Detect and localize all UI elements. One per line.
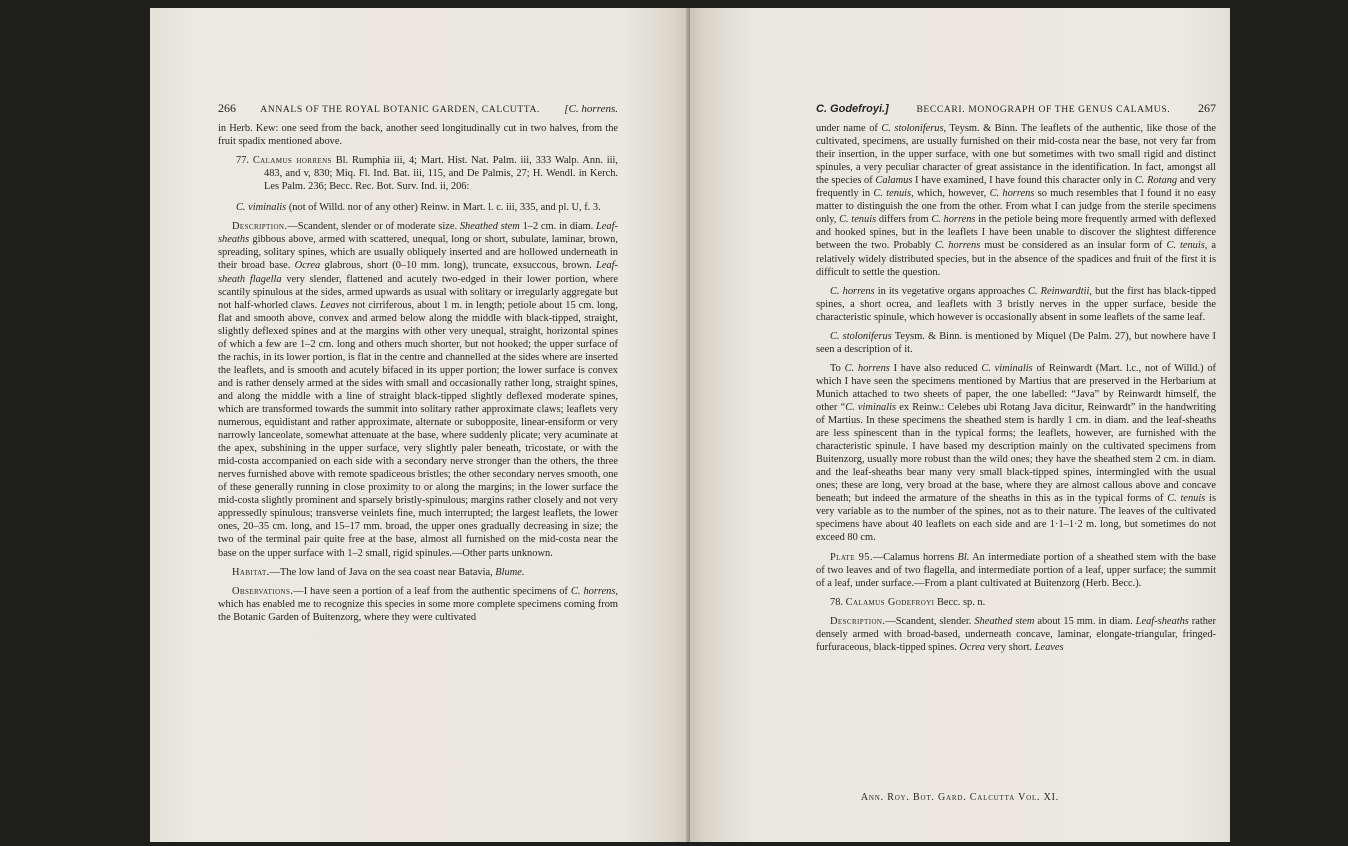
observations-paragraph: Observations.—I have seen a portion of a leaf from the authentic specimens of C. horrens, which has enabled me to recognize this species in some more complete specimens coming from the Botanic Garden of Buitenzorg, where they were cultivated (218, 585, 618, 623)
body-paragraph: under name of C. stoloniferus, Teysm. & Binn. The leaflets of the authentic, like those of the cultivated, specimens, are usually furnished on their mid-costa near the base, not very far from their insertion, in the upper surface, with one but sometimes with two small rigid and distinct spinules, a very peculiar character of great assistance in the identification. In fact, amongst all the species of Calamus I have examined, I have found this character only in C. Rotang and very frequently in C. tenuis, which, however, C. horrens so much resembles that I found it no easy matter to distinguish the one from the other. From what I can judge from the sterile specimens only, C. tenuis differs from C. horrens in the petiole being more frequently armed with deflexed and hooked spines, but in the leaflets I have been unable to discover the slightest difference between the two. Probably C. horrens must be considered as an insular form of C. tenuis, a relatively widely distributed species, but in the absence of the spadices and fruit of the first it is difficult to settle the question. (816, 123, 1216, 278)
page-number: 267 (1197, 101, 1216, 115)
plate-paragraph: Plate 95.—Calamus horrens Bl. An intermediate portion of a sheathed stem with the base of two leaves and of two flagella, and intermediate portion of a leaf, upper surface; the summit of a leaf, under surface.—From a plant cultivated at Buitenzorg (Herb. Becc.). (816, 551, 1216, 589)
body-paragraph: To C. horrens I have also reduced C. viminalis of Reinwardt (Mart. l.c., not of Willd.) of which I have seen the specimens mentioned by Martius that are preserved in the Herbarium at Munich attached to two sheets of paper, the one labelled: “Java” by Reinwardt himself, the other “C. viminalis ex Reinw.: Celebes ubi Rotang Java dicitur, Reinwardt” in the handwriting of Martius. In these specimens the sheathed stem is hardly 1 cm. in diam. and the leaf-sheaths are less spinescent than in the typical forms; the leaflets, however, are furnished with the characteristic spinule. I have based my description mainly on the cultivated specimens from Buitenzorg, usually more robust than the wild ones; they have the sheathed stem 2 cm. in diam. and the leaf-sheaths bear many very small black-tipped spines, intermingled with the usual ones; these are long, very broad at the base, where they are almost callous above and concave beneath; but indeed the armature of the sheaths in this as in the typical forms of C. tenuis is very variable as to the number of the spines, not as to their nature. The leaves of the cultivated specimens have about 40 leaflets on each side and are 1·1–1·2 m. long, but sometimes do not exceed 80 cm. (816, 362, 1216, 544)
running-head-title: ANNALS OF THE ROYAL BOTANIC GARDEN, CALCUTTA. (260, 104, 540, 115)
right-page (690, 8, 1230, 842)
synonym-entry: C. viminalis (not of Willd. nor of any other) Reinw. in Mart. l. c. iii, 335, and pl. U, f. 3. (236, 202, 601, 214)
running-head-tag: C. Godefroyi.] (816, 103, 889, 115)
body-paragraph: C. horrens in its vegetative organs approaches C. Reinwardtii, but the first has black-tipped spines, a short ocrea, and leaflets with 3 bristly nerves in the upper surface, beside the characteristic spinule, which however is occasionally absent in some leaflets of the same leaf. (816, 285, 1216, 323)
right-running-head (816, 102, 1216, 116)
page-number: 266 (218, 101, 236, 115)
left-page (150, 8, 690, 842)
open-book (150, 8, 1230, 842)
species-heading: 78. Calamus Godefroyi Becc. sp. n. (830, 596, 986, 608)
page-footer: Ann. Roy. Bot. Gard. Calcutta Vol. XI. (860, 792, 1060, 803)
running-head-tag: [C. horrens. (564, 103, 618, 115)
intro-paragraph: in Herb. Kew: one seed from the back, another seed longitudinally cut in two halves, from the fruit spadix mentioned above. (218, 123, 618, 148)
left-page-content (218, 102, 618, 624)
synonym-entry: 77. Calamus horrens Bl. Rumphia iii, 4; Mart. Hist. Nat. Palm. iii, 333 Walp. Ann. iii, 483, and v, 830; Miq. Fl. Ind. Bat. iii, 115, and De Palmis, 27; H. Wendl. in Kerch. Les Palm. 236; Becc. Rec. Bot. Surv. Ind. ii, 206: (236, 155, 618, 193)
description-paragraph: Description.—Scandent, slender or of moderate size. Sheathed stem 1–2 cm. in diam. Leaf-sheaths gibbous above, armed with scattered, unequal, long or short, subulate, laminar, brown, spreading, solitary spines, which are usually obliquely inserted and are hollowed underneath in their broad base. Ocrea glabrous, short (0–10 mm. long), truncate, exsuccous, brown. Leaf-sheath flagella very slender, flattened and acutely two-edged in their lower portion, where scantily spinulous at the sides, armed upwards as usual with solitary or irregularly aggregate but not half-whorled claws. Leaves not cirriferous, about 1 m. in length; petiole about 15 cm. long, flat and smooth above, convex and armed below along the middle with black-tipped, straight, slightly deflexed spines and at the margins with other very unequal, straight, horizontal spines of which a few are 1–2 cm. long and others much shorter, but not hooked; the upper surface of the rachis, in its lower portion, is flat in the centre and channelled at the sides where are inserted the leaflets, and is smooth and acutely bifaced in its upper portion; the lower surface is convex and is rather densely armed at the sides with small and occasionally rather long, straight spines, and along the middle with a line of straight black-tipped slightly deflexed moderate spines, which are transformed towards the summit into solitary rather approximate claws; leaflets very numerous, equidistant and rather approximate, alternate or subopposite, linear-ensiform or very narrowly lanceolate, somewhat attenuate at the base, where suddenly plicate; very acuminate at the apex, subshining in the upper surface, very slightly paler beneath, tricostate, or with the mid-costa accompanied on each side with a secondary nerve stronger than the others, the three nerves furnished above with remote spadiceous bristles; the other secondary nerves smooth, one of these generally running in close proximity to or along the margins; in the lower surface the mid-costa slightly prominent and sparsely bristly-spinulous; margins rather closely and not very appressedly spinulous; transverse veinlets fine, much interrupted; the largest leaflets, the lower ones, 20–35 cm. long, and 15–17 mm. broad, the upper ones gradually decreasing in size; the two of the terminal pair quite free at the base, almost all furnished on the mid-costa near the base on the upper surface with 1–2 small, rigid spinules.—Other parts unknown. (218, 221, 619, 559)
running-head-title: BECCARI. MONOGRAPH OF THE GENUS CALAMUS. (916, 104, 1171, 115)
left-running-head (218, 102, 618, 116)
habitat-paragraph: Habitat.—The low land of Java on the sea coast near Batavia, Blume. (232, 566, 525, 578)
body-paragraph: C. stoloniferus Teysm. & Binn. is mentioned by Miquel (De Palm. 27), but nowhere have I seen a description of it. (816, 330, 1216, 355)
right-page-content (816, 102, 1216, 654)
description-paragraph: Description.—Scandent, slender. Sheathed stem about 15 mm. in diam. Leaf-sheaths rather densely armed with broad-based, underneath concave, laminar, elongate-triangular, fringed-furfuraceous, black-tipped spines. Ocrea very short. Leaves (816, 615, 1216, 653)
